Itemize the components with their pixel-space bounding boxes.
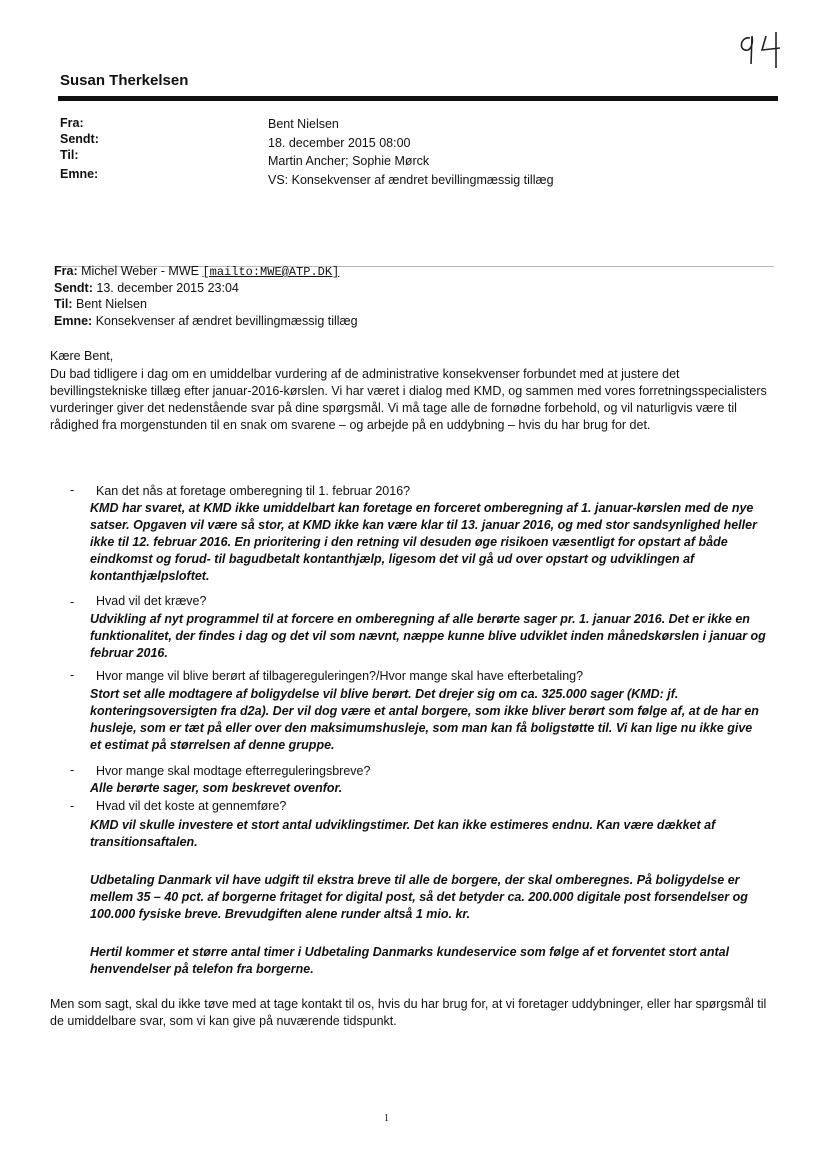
question-3-dash: - [70,668,75,682]
question-1: Kan det nås at foretage omberegning til 1. februar 2016? [96,484,411,498]
outer-subject-value: VS: Konsekvenser af ændret bevillingmæssig tillæg [268,173,554,187]
sender-name: Susan Therkelsen [60,72,189,89]
inner-sent-value: 13. december 2015 23:04 [96,281,239,295]
answer-4: Alle berørte sager, som beskrevet ovenfor. [90,781,343,795]
answer-5: KMD vil skulle investere et stort antal udviklingstimer. Det kan ikke estimeres endnu. Kan være dækket af transitionsaftalen. [90,818,716,849]
question-3: Hvor mange vil blive berørt af tilbagereguleringen?/Hvor mange skal have efterbetaling? [96,669,584,683]
inner-sent-line [54,281,239,295]
outer-sent-value: 18. december 2015 08:00 [268,136,411,150]
inner-to-line [54,297,147,311]
inner-to-label: Til: [54,297,73,311]
outer-sent-label: Sendt: [60,132,99,146]
question-2: Hvad vil det kræve? [96,594,207,608]
outer-to-label: Til: [60,148,79,162]
inner-from-label: Fra: [54,264,78,278]
question-1-dash: - [70,483,75,497]
inner-subject-value: Konsekvenser af ændret bevillingmæssig tillæg [95,314,358,328]
cost-paragraph-2: Hertil kommer et større antal timer i Udbetaling Danmarks kundeservice som følge af et forventet stort antal henvendelser på telefon fra borgerne. [90,945,730,976]
inner-from-line [54,264,339,279]
title-rule [58,96,778,101]
answer-2: Udvikling af nyt programmel til at forcere en omberegning af alle berørte sager pr. 1. januar 2016. Det er ikke en funktionalitet, der findes i dag og det vil som nævnt, næppe kunne blive udviklet inden månedskørslen i januar og februar 2016. [90,612,766,660]
handwritten-page-number [736,26,788,76]
intro-paragraph: Du bad tidligere i dag om en umiddelbar vurdering af de administrative konsekvenser forbundet med at justere det bevillingstekniske tillæg efter januar-2016-kørslen. Vi har været i dialog med KMD, og sammen med vores forretningsspecialisters vurderinger giver det nedenstående svar på dine spørgsmål. Vi må tage alle de fornødne forbehold, og vil naturligvis være til rådighed fra morgenstunden til en snak om svarene – og arbejde på en uddybning – hvis du har brug for det. [50,367,767,432]
question-2-dash: - [70,595,75,609]
outer-subject-label: Emne: [60,167,99,181]
inner-from-value: Michel Weber - MWE [81,264,199,278]
outer-from-label: Fra: [60,116,84,130]
inner-subject-line [54,314,358,328]
answer-1: KMD har svaret, at KMD ikke umiddelbart kan foretage en forceret omberegning af 1. januar-kørslen med de nye satser. Opgaven vil være så stor, at KMD ikke kan være klar til 13. januar 2016, og med stor sandsynlighed heller ikke til 12. februar 2016. En prioritering i den retning vil desuden øge risikoen væsentligt for opstart af både eindkomst og forud- til bagudbetalt kontanthjælp, ligesom det vil gå ud over opstart og udviklingen af kontanthjælpsloftet. [90,501,757,583]
page-number: 1 [384,1113,389,1124]
question-5: Hvad vil det koste at gennemføre? [96,799,287,813]
inner-subject-label: Emne: [54,314,93,328]
cost-paragraph-1: Udbetaling Danmark vil have udgift til ekstra breve til alle de borgere, der skal omberegnes. På boligydelse er mellem 35 – 40 pct. af borgerne fritaget for digital post, så det betyder ca. 200.000 digitale post forsendelser og 100.000 fysiske breve. Brevudgiften alene runder altså 1 mio. kr. [90,873,748,921]
answer-3: Stort set alle modtagere af boligydelse vil blive berørt. Det drejer sig om ca. 325.000 sager (KMD: jf. konteringsoversigten fra d2a). Der vil dog være et antal borgere, som ikke bliver berørt som følge af, at de har en husleje, som er tæt på eller over den maksimumshusleje, som man kan få boligstøtte til. Vi kan lige nu ikke give et estimat på størrelsen af denne gruppe. [90,687,759,752]
closing-paragraph: Men som sagt, skal du ikke tøve med at tage kontakt til os, hvis du har brug for, at vi foretager uddybninger, eller har spørgsmål til de umiddelbare svar, som vi kan give på nuværende tidspunkt. [50,997,767,1028]
question-5-dash: - [70,799,75,813]
inner-to-value: Bent Nielsen [76,297,147,311]
question-4: Hvor mange skal modtage efterreguleringsbreve? [96,764,371,778]
handwritten-number-drawing [736,26,788,76]
outer-to-value: Martin Ancher; Sophie Mørck [268,154,430,168]
inner-sent-label: Sendt: [54,281,93,295]
inner-from-mailto-link[interactable]: [mailto:MWE@ATP.DK] [202,265,340,279]
greeting: Kære Bent, [50,349,114,363]
outer-from-value: Bent Nielsen [268,117,339,131]
question-4-dash: - [70,763,75,777]
